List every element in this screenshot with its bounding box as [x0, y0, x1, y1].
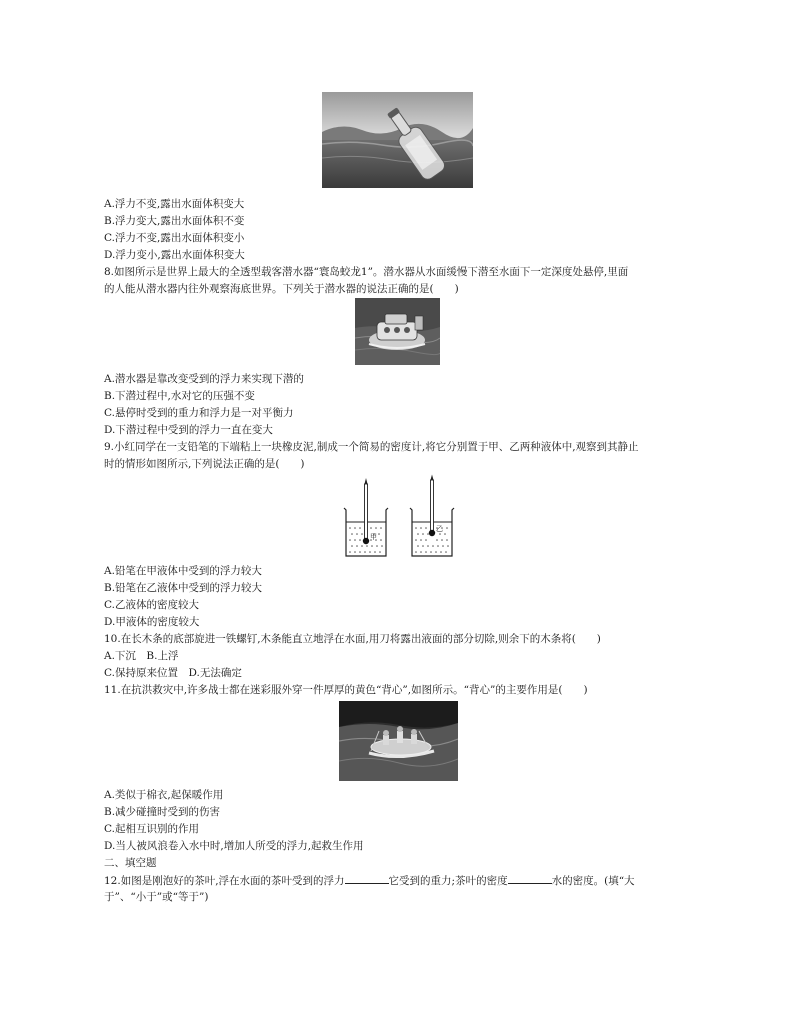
q9-stem-line2: 时的情形如图所示,下列说法正确的是( ) — [104, 458, 305, 470]
q7-option-a: A.浮力不变,露出水面体积变大 — [104, 198, 245, 210]
q12-blank-2[interactable] — [508, 873, 552, 884]
q7-option-b: B.浮力变大,露出水面体积不变 — [104, 215, 245, 227]
hydrometer-beakers-figure — [338, 474, 462, 560]
bottle-in-water-figure — [322, 92, 473, 188]
q9-option-c: C.乙液体的密度较大 — [104, 599, 199, 611]
q8-option-d: D.下潜过程中受到的浮力一直在变大 — [104, 424, 273, 436]
beaker-jia-label: 甲 — [370, 533, 377, 541]
q7-option-c: C.浮力不变,露出水面体积变小 — [104, 232, 245, 244]
section-fill-in-title: 二、填空题 — [104, 857, 157, 869]
beaker-yi-label: 乙 — [436, 525, 443, 533]
q8-option-a: A.潜水器是靠改变受到的浮力来实现下潜的 — [104, 373, 304, 385]
submersible-figure — [355, 298, 440, 365]
q11-stem: 11.在抗洪救灾中,许多战士都在迷彩服外穿一件厚厚的黄色“背心”,如图所示。“背心”的主要作用是( ) — [104, 684, 588, 696]
q12-part1: 12.如图是刚泡好的茶叶,浮在水面的茶叶受到的浮力 — [104, 875, 345, 887]
beaker-yi — [410, 475, 454, 557]
q8-option-c: C.悬停时受到的重力和浮力是一对平衡力 — [104, 407, 294, 419]
q10-options-line1: A.下沉 B.上浮 — [104, 650, 179, 662]
q10-stem: 10.在长木条的底部旋进一铁螺钉,木条能直立地浮在水面,用刀将露出液面的部分切除,则余下的木条将( ) — [104, 633, 601, 645]
rafting-rescue-image — [339, 701, 458, 781]
q11-option-d: D.当人被风浪卷入水中时,增加人所受的浮力,起救生作用 — [104, 840, 364, 852]
rafting-rescue-figure — [339, 701, 458, 781]
q12-part3: 水的密度。(填“大 — [551, 875, 635, 887]
q9-option-d: D.甲液体的密度较大 — [104, 616, 200, 628]
q7-option-d: D.浮力变小,露出水面体积变大 — [104, 249, 245, 261]
q8-option-b: B.下潜过程中,水对它的压强不变 — [104, 390, 255, 402]
q12-blank-1[interactable] — [345, 873, 389, 884]
q12-line1 — [104, 873, 635, 888]
q8-stem-line2: 的人能从潜水器内往外观察海底世界。下列关于潜水器的说法正确的是( ) — [104, 283, 459, 295]
bottle-in-water-image — [322, 92, 473, 188]
q10-options-line2: C.保持原来位置 D.无法确定 — [104, 667, 242, 679]
q9-option-a: A.铅笔在甲液体中受到的浮力较大 — [104, 565, 262, 577]
submersible-image — [355, 298, 440, 365]
hydrometer-beakers-diagram — [338, 474, 462, 560]
q12-line2: 于”、“小于”或“等于”) — [104, 891, 209, 903]
q11-option-c: C.起相互识别的作用 — [104, 823, 199, 835]
beaker-jia — [344, 478, 388, 556]
q9-option-b: B.铅笔在乙液体中受到的浮力较大 — [104, 582, 263, 594]
q11-option-a: A.类似于棉衣,起保暖作用 — [104, 789, 224, 801]
q11-option-b: B.减少碰撞时受到的伤害 — [104, 806, 221, 818]
q8-stem-line1: 8.如图所示是世界上最大的全透型载客潜水器“寰岛蛟龙1”。潜水器从水面缓慢下潜至水面下一定深度处悬停,里面 — [104, 266, 629, 278]
q12-part2: 它受到的重力;茶叶的密度 — [388, 875, 508, 887]
q9-stem-line1: 9.小红同学在一支铅笔的下端粘上一块橡皮泥,制成一个简易的密度计,将它分别置于甲、乙两种液体中,观察到其静止 — [104, 441, 639, 453]
